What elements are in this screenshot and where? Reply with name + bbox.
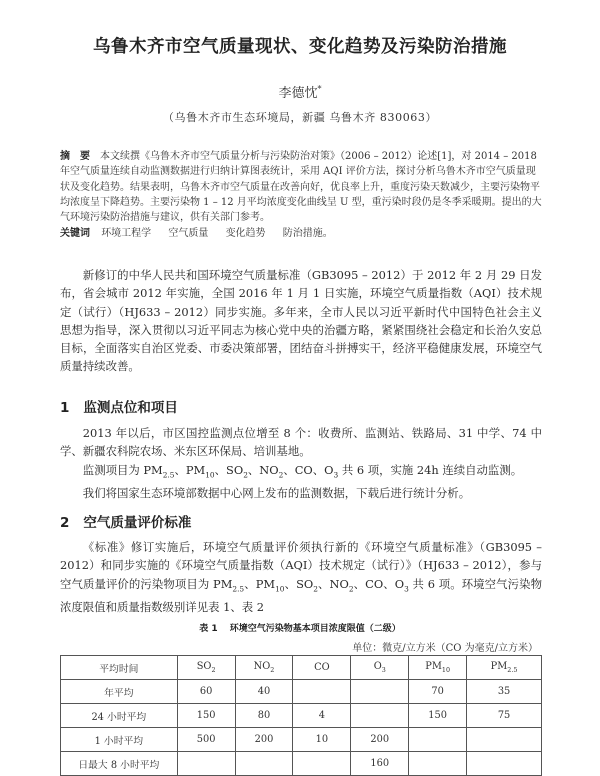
table-cell (467, 752, 542, 776)
table-cell: 80 (235, 704, 293, 728)
table-cell (293, 680, 351, 704)
keyword: 空气质量 (168, 228, 209, 240)
keyword: 变化趋势 (225, 228, 266, 240)
table-cell: 35 (467, 680, 542, 704)
table-cell (177, 752, 235, 776)
header-cell: $NO_2$ (235, 656, 293, 680)
abstract-block (60, 149, 542, 242)
section-2-body (60, 538, 542, 616)
table-cell: 500 (177, 728, 235, 752)
section-title: 监测点位和项目 (83, 400, 178, 416)
table-number: 表 1 (199, 624, 218, 634)
table-cell (351, 680, 409, 704)
header-cell: $PM_{10}$ (409, 656, 467, 680)
paper-title: 乌鲁木齐市空气质量现状、变化趋势及污染防治措施 (93, 37, 507, 57)
table-cell: 年平均 (61, 680, 178, 704)
table-cell: 40 (235, 680, 293, 704)
intro-section (60, 266, 542, 376)
paragraph: 我们将国家生态环境部数据中心网上发布的监测数据，下载后进行统计分析。 (82, 486, 471, 501)
intro-paragraph: 新修订的中华人民共和国环境空气质量标准（GB3095 – 2012）于 2012 年 2 月 29 日发布，省会城市 2012 年实施，全国 2016 年 1 月 1 日实施，环境空气质量指数（AQI）技术规定（试行）（HJ633 – 2012）同步实施。多年来，全市人民以习近平新时代中国特色社会主义思想为指导，深入贯彻以习近平同志为核心党中央的治疆方略，紧紧围绕社会稳定和长治久安总目标，全面落实自治区党委、市委决策部署，团结奋斗拼搏实干，经济平稳健康发展，环境空气质量持续改善。 (60, 268, 542, 374)
table-cell (409, 752, 467, 776)
table-cell: 70 (409, 680, 467, 704)
table-cell (293, 752, 351, 776)
table-unit-note: 单位：微克/立方米（CO 为毫克/立方米） (352, 643, 538, 654)
table-row (61, 680, 542, 704)
table-cell (467, 728, 542, 752)
table-cell: 160 (351, 752, 409, 776)
author-name: 李德忱 (278, 86, 318, 101)
paragraph: 监测项目为 $PM_{2.5}$、$PM_{10}$、$SO_2$、$NO_2$、CO、$O_3$ 共 6 项，实施 24h 连续自动监测。 (82, 462, 523, 479)
keywords-label: 关键词 (60, 228, 90, 240)
table-row (61, 728, 542, 752)
table-cell (409, 728, 467, 752)
table-cell: 200 (351, 728, 409, 752)
header-cell: $PM_{2.5}$ (467, 656, 542, 680)
table-title: 环境空气污染物基本项目浓度限值（二级） (229, 624, 401, 634)
paragraph: 2013 年以后，市区国控监测点位增至 8 个：收费所、监测站、铁路局、31 中学、74 中学、新疆农科院农场、米东区环保局、培训基地。 (60, 426, 542, 459)
section-title: 空气质量评价标准 (83, 515, 192, 531)
concentration-limits-table (60, 655, 542, 776)
table-cell: 4 (293, 704, 351, 728)
affiliation: （乌鲁木齐市生态环境局，新疆 乌鲁木齐 830063） (162, 111, 438, 124)
header-cell: 平均时间 (61, 656, 178, 680)
table-cell: 60 (177, 680, 235, 704)
table-cell: 1 小时平均 (61, 728, 178, 752)
table-caption (0, 621, 600, 634)
author-mark: * (317, 84, 322, 94)
header-cell: $O_3$ (351, 656, 409, 680)
header-cell: CO (293, 656, 351, 680)
section-number: 2 (60, 515, 70, 531)
author-line (0, 82, 600, 101)
table-cell (351, 704, 409, 728)
table-cell: 150 (409, 704, 467, 728)
keyword: 防治措施。 (282, 228, 333, 240)
abstract-text: 本文续撰《乌鲁木齐市空气质量分析与污染防治对策》（2006 – 2012）论述[1]，对 2014 – 2018 年空气质量连续自动监测数据进行归纳计算图表统计，采用 AQI 评价方法，探讨分析乌鲁木齐市空气质量现状及变化趋势。结果表明，乌鲁木齐市空气质量在改善向好，优良率上升，重度污染天数减少，主要污染物平均浓度呈下降趋势。主要污染物 1 – 12 月平均浓度变化曲线呈 U 型，重污染时段仍是冬季采暖期。提出的大气环境污染防治措施与建议，供有关部门参考。 (60, 151, 542, 224)
section-number: 1 (60, 400, 70, 416)
section-heading-2 (60, 511, 191, 531)
table-cell: 150 (177, 704, 235, 728)
table-row (61, 704, 542, 728)
table-header-row (61, 656, 542, 680)
table-cell: 10 (293, 728, 351, 752)
header-cell: $SO_2$ (177, 656, 235, 680)
table-cell: 75 (467, 704, 542, 728)
keywords-line (60, 226, 542, 241)
section-heading-1 (60, 396, 178, 416)
paragraph: 《标准》修订实施后，环境空气质量评价须执行新的《环境空气质量标准》（GB3095 – 2012）和同步实施的《环境空气质量指数（AQI）技术规定（试行）》（HJ633 – 2012），参与空气质量评价的污染物项目为 $PM_{2.5}$、$PM_{10}$、$SO_2$、$NO_2$、CO、$O_3$ 共 6 项。环境空气污染物浓度限值和质量指数级别详见表 1、表 2 (60, 540, 542, 615)
table-cell (235, 752, 293, 776)
table-cell: 日最大 8 小时平均 (61, 752, 178, 776)
table-cell: 200 (235, 728, 293, 752)
table-cell: 24 小时平均 (61, 704, 178, 728)
section-1-body (60, 424, 542, 502)
keyword: 环境工程学 (101, 228, 152, 240)
table-row (61, 752, 542, 776)
abstract-label: 摘 要 (60, 151, 90, 162)
